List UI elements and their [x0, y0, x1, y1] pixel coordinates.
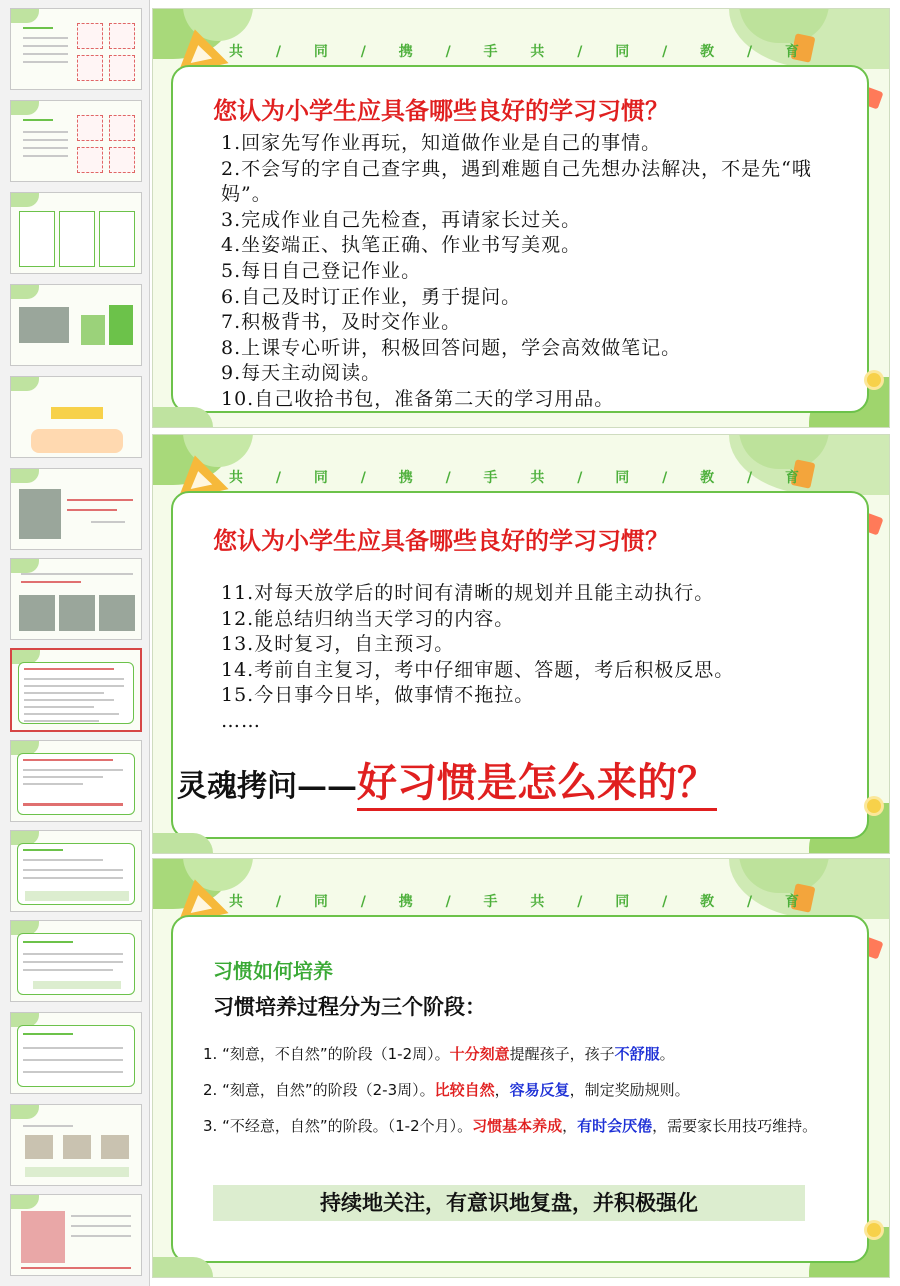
soul-question-highlight: 好习惯是怎么来的？ [357, 759, 717, 811]
thumbnail-red-box [109, 23, 135, 49]
thumbnail-text-line [23, 1033, 73, 1035]
thumbnail-photo [19, 307, 69, 343]
stage-emphasis-blue: 不舒服 [614, 1045, 660, 1063]
thumbnail-text-line [23, 1047, 123, 1049]
thumbnail-text-line [21, 573, 133, 575]
slide-thumbnail[interactable] [10, 192, 142, 274]
slide-thumbnail[interactable] [10, 740, 142, 822]
thumbnail-banner [25, 891, 129, 901]
list-item: 12.能总结归纳当天学习的内容。 [221, 607, 515, 630]
slide-thumbnail-selected[interactable] [10, 648, 142, 732]
list-item: 1.回家先写作业再玩，知道做作业是自己的事情。 [221, 132, 662, 154]
thumbnail-photo [101, 1135, 129, 1159]
soul-question [177, 751, 717, 808]
thumbnail-text-line [23, 139, 68, 141]
slide-thumbnail-panel[interactable] [0, 0, 150, 1286]
thumbnail-column [19, 211, 55, 267]
slide-thumbnail[interactable] [10, 1104, 142, 1186]
slide-habit-formation[interactable] [152, 858, 890, 1278]
thumbnail-red-box [77, 55, 103, 81]
thumbnail-chart [109, 305, 133, 345]
list-item: 11.对每天放学后的时间有清晰的规划并且能主动执行。 [221, 582, 715, 604]
list-item: 15.今日事今日毕，做事情不拖拉。 [221, 684, 535, 707]
stage-emphasis-red: 十分刻意 [449, 1045, 510, 1063]
stage-item-2 [203, 1079, 865, 1101]
thumbnail-text-line [21, 1267, 131, 1269]
list-item: 2.不会写的字自己查字典，遇到难题自己先想办法解决，不是先“哦妈”。 [221, 157, 812, 206]
list-item: …… [221, 709, 261, 732]
stage-text: 2. “刻意，自然”的阶段（2-3周）。 [203, 1081, 435, 1099]
stage-emphasis-blue: 容易反复 [509, 1081, 570, 1099]
thumbnail-text-line [71, 1215, 131, 1217]
thumbnail-text-line [23, 1059, 123, 1061]
thumbnail-text-line [23, 119, 53, 121]
thumbnail-text-line [23, 783, 83, 785]
thumbnail-red-box [77, 147, 103, 173]
thumbnail-red-box [109, 115, 135, 141]
leaf-decoration [11, 285, 39, 299]
stage-item-3 [203, 1115, 865, 1137]
stage-text: 3. “不经意，自然”的阶段。（1-2个月）。 [203, 1117, 473, 1135]
stage-text: 1. “刻意，不自然”的阶段（1-2周）。 [203, 1045, 450, 1063]
thumbnail-text-line [24, 720, 99, 722]
thumbnail-text-line [23, 759, 113, 761]
slide-thumbnail[interactable] [10, 920, 142, 1002]
slide-thumbnail[interactable] [10, 468, 142, 550]
thumbnail-red-box [77, 23, 103, 49]
thumbnail-text-line [91, 521, 125, 523]
slide-header: 共 / 同 / 携 / 手 共 / 同 / 教 / 育 [228, 470, 814, 486]
leaf-decoration [11, 193, 39, 207]
slide-thumbnail[interactable] [10, 830, 142, 912]
question-heading: 您认为小学生应具备哪些良好的学习习惯？ [213, 526, 669, 555]
slide-habits-part-1[interactable] [152, 8, 890, 428]
habit-list [221, 131, 837, 413]
list-item: 4.坐姿端正、执笔正确、作业书写美观。 [221, 234, 582, 257]
list-item: 6.自己及时订正作业，勇于提问。 [221, 285, 522, 308]
thumbnail-red-box [77, 115, 103, 141]
thumbnail-text-line [67, 499, 133, 501]
stage-emphasis-red: 比较自然 [434, 1081, 495, 1099]
content-card [171, 65, 869, 413]
thumbnail-photo [21, 1211, 65, 1263]
thumbnail-text-line [23, 969, 113, 971]
grass-decoration [153, 833, 213, 853]
thumbnail-text-line [23, 941, 73, 943]
thumbnail-text-line [23, 37, 68, 39]
sunflower-icon [867, 373, 881, 387]
question-heading: 您认为小学生应具备哪些良好的学习习惯？ [213, 96, 669, 125]
thumbnail-text-line [23, 45, 68, 47]
slide-thumbnail[interactable] [10, 1194, 142, 1276]
leaf-decoration [11, 1105, 39, 1119]
thumbnail-text-line [71, 1235, 131, 1237]
thumbnail-photo [19, 595, 55, 631]
thumbnail-banner [33, 981, 121, 989]
thumbnail-text-line [23, 869, 123, 871]
thumbnail-red-box [109, 55, 135, 81]
stage-text: 。 [659, 1045, 675, 1063]
thumbnail-photo [63, 1135, 91, 1159]
thumbnail-red-box [109, 147, 135, 173]
slide-thumbnail[interactable] [10, 8, 142, 90]
thumbnail-text-line [24, 668, 114, 670]
thumbnail-text-line [23, 953, 123, 955]
thumbnail-text-line [23, 147, 68, 149]
stage-emphasis-blue: 有时会厌倦 [577, 1117, 653, 1135]
thumbnail-text-line [23, 769, 123, 771]
thumbnail-text-line [23, 53, 68, 55]
thumbnail-text-line [23, 849, 63, 851]
thumbnail-chart [81, 315, 105, 345]
thumbnail-column [99, 211, 135, 267]
thumbnail-text-line [67, 509, 117, 511]
stage-emphasis-red: 习惯基本养成 [472, 1117, 563, 1135]
thumbnail-photo [99, 595, 135, 631]
list-item: 13.及时复习，自主预习。 [221, 633, 455, 656]
list-item: 7.积极背书，及时交作业。 [221, 311, 462, 334]
thumbnail-text-line [23, 155, 68, 157]
stage-text: ， [562, 1117, 578, 1135]
leaf-decoration [11, 101, 39, 115]
habit-list [221, 581, 837, 735]
slide-habits-part-2[interactable] [152, 434, 890, 854]
slide-thumbnail[interactable] [10, 1012, 142, 1094]
thumbnail-text-line [24, 706, 94, 708]
thumbnail-text-line [23, 877, 123, 879]
slide-header: 共 / 同 / 携 / 手 共 / 同 / 教 / 育 [228, 44, 814, 60]
leaf-decoration [11, 469, 39, 483]
thumbnail-photo [25, 1135, 53, 1159]
list-item: 3.完成作业自己先检查，再请家长过关。 [221, 208, 582, 231]
thumbnail-text-line [23, 859, 103, 861]
leaf-decoration [11, 1195, 39, 1209]
section-title: 习惯如何培养 [213, 959, 333, 983]
thumbnail-text-line [23, 776, 103, 778]
slide-thumbnail[interactable] [10, 558, 142, 640]
thumbnail-text-line [23, 803, 123, 806]
grass-decoration [153, 1257, 213, 1277]
thumbnail-title-bar [51, 407, 103, 419]
thumbnail-photo [19, 489, 61, 539]
stage-text: 提醒孩子，孩子 [509, 1045, 615, 1063]
list-item: 5.每日自己登记作业。 [221, 259, 422, 282]
thumbnail-text-line [23, 961, 123, 963]
thumbnail-text-line [24, 713, 119, 715]
thumbnail-text-line [71, 1225, 131, 1227]
slide-header: 共 / 同 / 携 / 手 共 / 同 / 教 / 育 [228, 894, 814, 910]
section-subtitle: 习惯培养过程分为三个阶段： [213, 994, 486, 1019]
list-item: 14.考前自主复习，考中仔细审题、答题，考后积极反思。 [221, 658, 735, 681]
list-item: 10.自己收拾书包，准备第二天的学习用品。 [221, 387, 615, 410]
thumbnail-text-line [23, 61, 68, 63]
stage-text: ，需要家长用技巧维持。 [652, 1117, 818, 1135]
thumbnail-text-line [24, 692, 104, 694]
leaf-decoration [11, 377, 39, 391]
thumbnail-column [59, 211, 95, 267]
thumbnail-illustration [31, 429, 123, 453]
slide-thumbnail[interactable] [10, 376, 142, 458]
slide-thumbnail[interactable] [10, 100, 142, 182]
leaf-decoration [11, 9, 39, 23]
grass-decoration [153, 407, 213, 427]
sunflower-icon [867, 1223, 881, 1237]
thumbnail-text-line [24, 699, 114, 701]
thumbnail-text-line [23, 131, 68, 133]
leaf-decoration [11, 559, 39, 573]
thumbnail-text-line [21, 581, 81, 583]
thumbnail-photo [59, 595, 95, 631]
thumbnail-text-line [23, 1071, 123, 1073]
thumbnail-text-line [23, 1125, 73, 1127]
summary-banner: 持续地关注，有意识地复盘，并积极强化 [213, 1185, 805, 1221]
thumbnail-text-line [24, 685, 124, 687]
list-item: 9.每天主动阅读。 [221, 362, 382, 385]
thumbnail-text-line [23, 27, 53, 29]
soul-question-lead: 灵魂拷问—— [177, 769, 357, 804]
stage-text: ，制定奖励规则。 [569, 1081, 690, 1099]
stage-item-1 [203, 1043, 865, 1065]
sunflower-icon [867, 799, 881, 813]
slide-thumbnail[interactable] [10, 284, 142, 366]
thumbnail-text-line [24, 678, 124, 680]
thumbnail-banner [25, 1167, 129, 1177]
stage-text: ， [494, 1081, 510, 1099]
list-item: 8.上课专心听讲，积极回答问题，学会高效做笔记。 [221, 336, 682, 359]
